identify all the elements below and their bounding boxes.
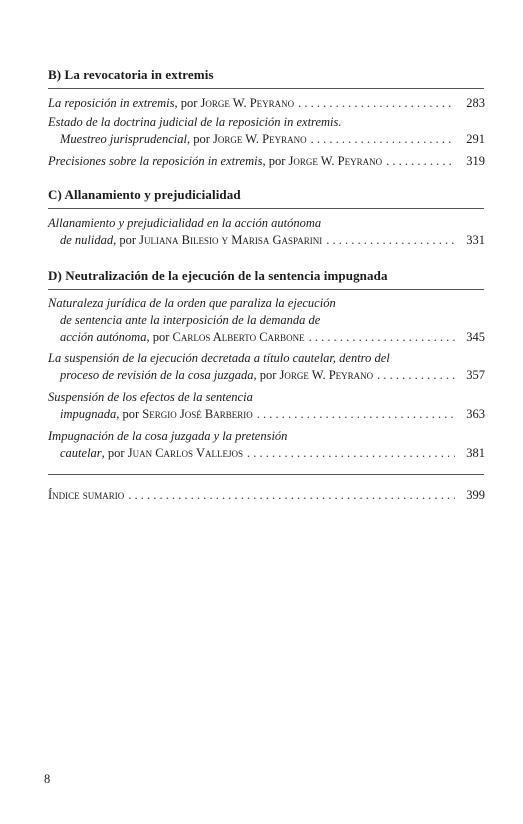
index-label: Índice sumario [48, 488, 125, 502]
entry-by: , por [262, 154, 289, 168]
entry-page: 319 [466, 154, 485, 168]
entry-title: Impugnación de la cosa juzgada y la pretensión [48, 429, 288, 443]
entry-by: , por [113, 233, 140, 247]
entry-page: 357 [466, 368, 485, 382]
entry-by: , por [116, 407, 143, 421]
index-rule [48, 474, 484, 475]
entry-page: 345 [466, 330, 485, 344]
toc-entry [48, 114, 485, 148]
entry-title: Suspensión de los efectos de la sentencia [48, 390, 253, 404]
entry-page: 291 [466, 132, 485, 146]
entry-by: , por [174, 96, 201, 110]
entry-author: Jorge W. Peyrano [288, 154, 383, 168]
dot-leader [257, 406, 455, 423]
entry-page: 363 [466, 407, 485, 421]
entry-title-cont: acción autónoma [60, 330, 147, 344]
entry-page: 381 [466, 446, 485, 460]
entry-by: , por [253, 368, 280, 382]
entry-by: , por [186, 132, 213, 146]
entry-page: 283 [466, 96, 485, 110]
entry-title: Estado de la doctrina judicial de la reposición in extremis. [48, 115, 342, 129]
entry-author: Carlos Alberto Carbone [172, 330, 305, 344]
entry-by: , por [101, 446, 128, 460]
section-c-rule [48, 208, 484, 209]
section-d-rule [48, 289, 484, 290]
index-entry [48, 487, 485, 504]
dot-leader [377, 367, 455, 384]
entry-author: Jorge W. Peyrano [213, 132, 307, 146]
dot-leader [247, 445, 455, 462]
entry-title-cont: de sentencia ante la interposición de la demanda de [60, 313, 321, 327]
toc-entry [48, 350, 485, 384]
dot-leader [128, 487, 455, 504]
entry-by: , por [146, 330, 173, 344]
entry-title-cont: cautelar [60, 446, 102, 460]
index-page: 399 [466, 488, 485, 502]
entry-title: Naturaleza jurídica de la orden que paraliza la ejecución [48, 296, 336, 310]
entry-title: La reposición in extremis [48, 96, 175, 110]
entry-title: Precisiones sobre la reposición in extremis [48, 154, 263, 168]
entry-page: 331 [466, 233, 485, 247]
section-d-heading: D) Neutralización de la ejecución de la sentencia impugnada [48, 268, 388, 283]
toc-entry [48, 389, 485, 423]
entry-title-cont: de nulidad [60, 233, 114, 247]
entry-title-cont: impugnada [60, 407, 117, 421]
entry-author: Juliana Bilesio y Marisa Gasparini [139, 233, 323, 247]
dot-leader [298, 95, 455, 112]
section-b-rule [48, 88, 484, 89]
dot-leader [311, 131, 455, 148]
toc-entry [48, 95, 485, 112]
entry-title: Allanamiento y prejudicialidad en la acción autónoma [48, 216, 322, 230]
dot-leader [326, 232, 455, 249]
toc-entry [48, 153, 485, 170]
entry-author: Jorge W. Peyrano [279, 368, 374, 382]
entry-author: Jorge W. Peyrano [200, 96, 295, 110]
toc-entry [48, 428, 485, 462]
entry-title: La suspensión de la ejecución decretada a título cautelar, dentro del [48, 351, 390, 365]
dot-leader [386, 153, 455, 170]
entry-title-cont: Muestreo jurisprudencial [60, 132, 187, 146]
dot-leader [309, 329, 455, 346]
entry-author: Juan Carlos Vallejos [127, 446, 243, 460]
page-folio: 8 [44, 772, 51, 786]
entry-title-cont: proceso de revisión de la cosa juzgada [60, 368, 254, 382]
toc-entry [48, 215, 485, 249]
toc-entry [48, 295, 485, 346]
section-c-heading: C) Allanamiento y prejudicialidad [48, 187, 241, 202]
section-b-heading: B) La revocatoria in extremis [48, 67, 214, 82]
entry-author: Sergio José Barberio [142, 407, 253, 421]
